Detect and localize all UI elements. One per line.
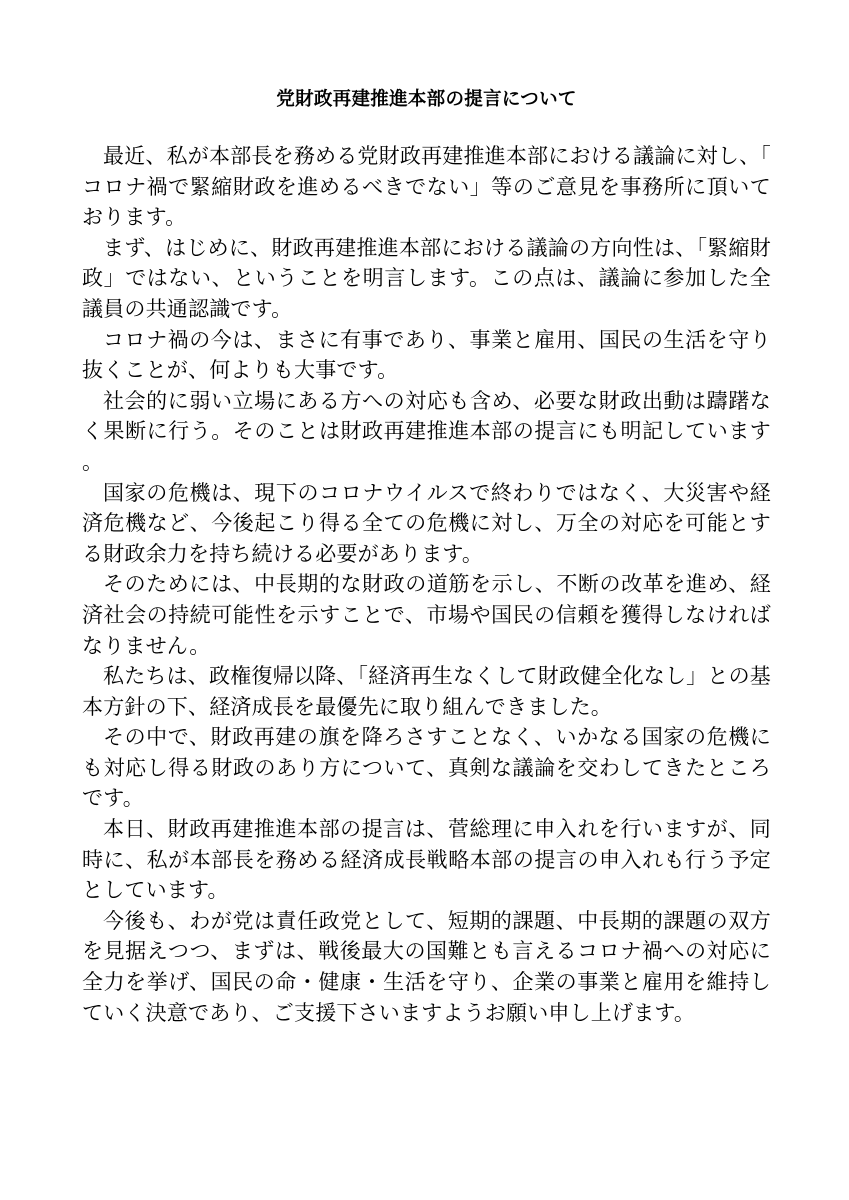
- paragraph-5: 国家の危機は、現下のコロナウイルスで終わりではなく、大災害や経済危機など、今後起こり得る全ての危機に対し、万全の対応を可能とする財政余力を持ち続ける必要があります。: [82, 480, 771, 566]
- paragraph-2: まず、はじめに、財政再建推進本部における議論の方向性は、「緊縮財政」ではない、ということを明言します。この点は、議論に参加した全議員の共通認識です。: [82, 235, 771, 321]
- paragraph-9: 本日、財政再建推進本部の提言は、菅総理に申入れを行いますが、同時に、私が本部長を務める経済成長戦略本部の提言の申入れも行う予定としています。: [82, 817, 771, 903]
- paragraph-4: 社会的に弱い立場にある方への対応も含め、必要な財政出動は躊躇なく果断に行う。そのことは財政再建推進本部の提言にも明記しています。: [82, 388, 771, 474]
- paragraph-7: 私たちは、政権復帰以降、「経済再生なくして財政健全化なし」との基本方針の下、経済成長を最優先に取り組んできました。: [82, 664, 771, 719]
- document-body: [82, 141, 771, 1028]
- paragraph-1: 最近、私が本部長を務める党財政再建推進本部における議論に対し、「コロナ禍で緊縮財政を進めるべきでない」等のご意見を事務所に頂いております。: [82, 144, 771, 230]
- paragraph-8: その中で、財政再建の旗を降ろさすことなく、いかなる国家の危機にも対応し得る財政のあり方について、真剣な議論を交わしてきたところです。: [82, 725, 771, 811]
- document-title: 党財政再建推進本部の提言について: [276, 89, 577, 110]
- paragraph-3: コロナ禍の今は、まさに有事であり、事業と雇用、国民の生活を守り抜くことが、何よりも大事です。: [82, 327, 771, 383]
- paragraph-6: そのためには、中長期的な財政の道筋を示し、不断の改革を進め、経済社会の持続可能性を示すことで、市場や国民の信頼を獲得しなければなりません。: [82, 572, 771, 658]
- paragraph-10: 今後も、わが党は責任政党として、短期的課題、中長期的課題の双方を見据えつつ、まずは、戦後最大の国難とも言えるコロナ禍への対応に全力を挙げ、国民の命・健康・生活を守り、企業の事業と雇用を維持していく決意であり、ご支援下さいますようお願い申し上げます。: [82, 908, 771, 1025]
